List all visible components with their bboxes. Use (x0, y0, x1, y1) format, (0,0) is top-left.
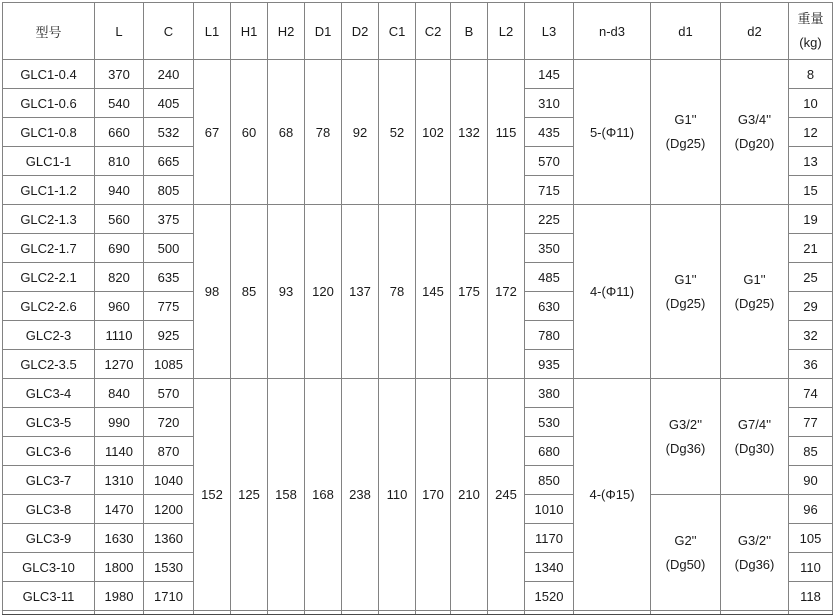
col-header-d1: d1 (651, 3, 721, 60)
shared-H1-cell: 60 (231, 60, 268, 205)
L3-cell: 780 (525, 321, 574, 350)
shared-H2-cell: 93 (268, 205, 305, 379)
L3-cell: 380 (525, 379, 574, 408)
shared-C1-cell: 52 (379, 60, 416, 205)
weight-cell: 13 (789, 147, 833, 176)
L-cell: 840 (95, 379, 144, 408)
L-cell: 1310 (95, 466, 144, 495)
weight-cell: 12 (789, 118, 833, 147)
L3-cell: 435 (525, 118, 574, 147)
model-cell: GLC3-10 (3, 553, 95, 582)
col-header-d2: d2 (721, 3, 789, 60)
L3-cell: 1520 (525, 582, 574, 611)
cropped-stub-row (3, 611, 833, 615)
n-d3-cell: 4-(Φ11) (574, 205, 651, 379)
d2-cell-dg: (Dg30) (734, 440, 775, 456)
L-cell: 1980 (95, 582, 144, 611)
d1-cell-thread: G3/2'' (668, 416, 703, 432)
cropped-stub-cell (231, 611, 268, 615)
model-cell: GLC2-3 (3, 321, 95, 350)
C-cell: 1530 (144, 553, 194, 582)
model-cell: GLC1-1.2 (3, 176, 95, 205)
shared-C2-cell: 102 (416, 60, 451, 205)
L-cell: 1140 (95, 437, 144, 466)
col-header-model: 型号 (3, 3, 95, 60)
C-cell: 1710 (144, 582, 194, 611)
d1-cell-thread: G1'' (674, 112, 697, 128)
weight-cell: 25 (789, 263, 833, 292)
L-cell: 940 (95, 176, 144, 205)
shared-D2-cell: 92 (342, 60, 379, 205)
model-cell: GLC3-6 (3, 437, 95, 466)
model-cell: GLC3-9 (3, 524, 95, 553)
model-cell: GLC3-8 (3, 495, 95, 524)
col-header-D1: D1 (305, 3, 342, 60)
d1-cell-dg: (Dg25) (665, 295, 706, 311)
weight-cell: 90 (789, 466, 833, 495)
col-header-C: C (144, 3, 194, 60)
shared-H1-cell: 85 (231, 205, 268, 379)
shared-B-cell: 175 (451, 205, 488, 379)
d2-cell-dg: (Dg25) (734, 295, 775, 311)
shared-H2-cell: 158 (268, 379, 305, 611)
L-cell: 690 (95, 234, 144, 263)
col-header-D2: D2 (342, 3, 379, 60)
cropped-stub-cell (3, 611, 95, 615)
shared-H1-cell: 125 (231, 379, 268, 611)
model-cell: GLC3-11 (3, 582, 95, 611)
col-header-H1: H1 (231, 3, 268, 60)
L-cell: 960 (95, 292, 144, 321)
cropped-stub-cell (525, 611, 574, 615)
d2-cell-dg: (Dg36) (734, 556, 775, 572)
L3-cell: 485 (525, 263, 574, 292)
cropped-stub-cell (651, 611, 721, 615)
C-cell: 870 (144, 437, 194, 466)
col-header-H2: H2 (268, 3, 305, 60)
L3-cell: 310 (525, 89, 574, 118)
weight-cell: 10 (789, 89, 833, 118)
spec-table-body (3, 60, 833, 615)
C-cell: 405 (144, 89, 194, 118)
d2-cell (721, 495, 789, 611)
L-cell: 540 (95, 89, 144, 118)
cropped-stub-cell (379, 611, 416, 615)
L3-cell: 350 (525, 234, 574, 263)
table-row-GLC1-0.4 (3, 60, 833, 89)
C-cell: 665 (144, 147, 194, 176)
cropped-stub-cell (488, 611, 525, 615)
C-cell: 240 (144, 60, 194, 89)
cropped-stub-cell (95, 611, 144, 615)
d2-cell-thread: G3/2'' (737, 532, 772, 548)
d2-cell (721, 205, 789, 379)
cropped-stub-cell (194, 611, 231, 615)
shared-L1-cell: 98 (194, 205, 231, 379)
weight-cell: 110 (789, 553, 833, 582)
L3-cell: 680 (525, 437, 574, 466)
L-cell: 810 (95, 147, 144, 176)
cropped-stub-cell (305, 611, 342, 615)
cropped-stub-cell (342, 611, 379, 615)
weight-cell: 21 (789, 234, 833, 263)
d1-cell (651, 60, 721, 205)
L3-cell: 1340 (525, 553, 574, 582)
col-header-C1: C1 (379, 3, 416, 60)
L-cell: 990 (95, 408, 144, 437)
shared-C1-cell: 110 (379, 379, 416, 611)
C-cell: 925 (144, 321, 194, 350)
model-cell: GLC1-0.6 (3, 89, 95, 118)
model-cell: GLC1-1 (3, 147, 95, 176)
model-cell: GLC2-2.6 (3, 292, 95, 321)
weight-header-line1: 重量 (797, 11, 824, 27)
n-d3-cell: 5-(Φ11) (574, 60, 651, 205)
model-cell: GLC3-5 (3, 408, 95, 437)
C-cell: 1200 (144, 495, 194, 524)
cropped-stub-cell (416, 611, 451, 615)
L-cell: 820 (95, 263, 144, 292)
L-cell: 1470 (95, 495, 144, 524)
n-d3-cell: 4-(Φ15) (574, 379, 651, 611)
L3-cell: 145 (525, 60, 574, 89)
shared-D2-cell: 238 (342, 379, 379, 611)
d1-cell-thread: G1'' (674, 271, 697, 287)
col-header-L2: L2 (488, 3, 525, 60)
L3-cell: 935 (525, 350, 574, 379)
weight-cell: 118 (789, 582, 833, 611)
col-header-L1: L1 (194, 3, 231, 60)
C-cell: 570 (144, 379, 194, 408)
d2-cell (721, 379, 789, 495)
L3-cell: 1170 (525, 524, 574, 553)
cropped-stub-cell (144, 611, 194, 615)
model-cell: GLC1-0.4 (3, 60, 95, 89)
C-cell: 375 (144, 205, 194, 234)
model-cell: GLC3-4 (3, 379, 95, 408)
col-header-B: B (451, 3, 488, 60)
shared-L1-cell: 67 (194, 60, 231, 205)
d2-cell-thread: G3/4'' (737, 112, 772, 128)
shared-D1-cell: 168 (305, 379, 342, 611)
weight-cell: 85 (789, 437, 833, 466)
model-cell: GLC2-2.1 (3, 263, 95, 292)
weight-cell: 77 (789, 408, 833, 437)
L3-cell: 225 (525, 205, 574, 234)
model-cell: GLC3-7 (3, 466, 95, 495)
L3-cell: 850 (525, 466, 574, 495)
d2-cell-thread: G7/4'' (737, 416, 772, 432)
shared-D2-cell: 137 (342, 205, 379, 379)
d2-cell-dg: (Dg20) (734, 136, 775, 151)
shared-L2-cell: 115 (488, 60, 525, 205)
spec-table-header (3, 3, 833, 60)
L-cell: 1630 (95, 524, 144, 553)
table-row-GLC3-4 (3, 379, 833, 408)
col-header-n-d3: n-d3 (574, 3, 651, 60)
C-cell: 1040 (144, 466, 194, 495)
shared-H2-cell: 68 (268, 60, 305, 205)
col-header-C2: C2 (416, 3, 451, 60)
C-cell: 1085 (144, 350, 194, 379)
shared-C2-cell: 170 (416, 379, 451, 611)
L-cell: 1270 (95, 350, 144, 379)
model-cell: GLC1-0.8 (3, 118, 95, 147)
L-cell: 1110 (95, 321, 144, 350)
cropped-stub-cell (574, 611, 651, 615)
weight-cell: 105 (789, 524, 833, 553)
d1-cell-dg: (Dg50) (665, 556, 706, 572)
weight-cell: 32 (789, 321, 833, 350)
cropped-stub-cell (721, 611, 789, 615)
shared-C2-cell: 145 (416, 205, 451, 379)
weight-cell: 96 (789, 495, 833, 524)
C-cell: 532 (144, 118, 194, 147)
shared-B-cell: 132 (451, 60, 488, 205)
L-cell: 660 (95, 118, 144, 147)
weight-cell: 15 (789, 176, 833, 205)
cropped-stub-cell (451, 611, 488, 615)
col-header-weight (789, 3, 833, 60)
col-header-L: L (95, 3, 144, 60)
d1-cell (651, 495, 721, 611)
L-cell: 370 (95, 60, 144, 89)
C-cell: 805 (144, 176, 194, 205)
model-cell: GLC2-1.3 (3, 205, 95, 234)
weight-cell: 36 (789, 350, 833, 379)
C-cell: 500 (144, 234, 194, 263)
shared-D1-cell: 120 (305, 205, 342, 379)
model-cell: GLC2-1.7 (3, 234, 95, 263)
d1-cell (651, 379, 721, 495)
shared-L1-cell: 152 (194, 379, 231, 611)
col-header-L3: L3 (525, 3, 574, 60)
d1-cell-thread: G2'' (674, 532, 697, 548)
d2-cell-thread: G1'' (743, 271, 766, 287)
weight-header-line2: (kg) (799, 35, 822, 50)
shared-L2-cell: 172 (488, 205, 525, 379)
weight-cell: 29 (789, 292, 833, 321)
C-cell: 635 (144, 263, 194, 292)
L3-cell: 1010 (525, 495, 574, 524)
C-cell: 775 (144, 292, 194, 321)
L-cell: 560 (95, 205, 144, 234)
d1-cell-dg: (Dg36) (665, 440, 706, 456)
C-cell: 1360 (144, 524, 194, 553)
L3-cell: 715 (525, 176, 574, 205)
d1-cell (651, 205, 721, 379)
shared-B-cell: 210 (451, 379, 488, 611)
weight-cell: 74 (789, 379, 833, 408)
L-cell: 1800 (95, 553, 144, 582)
model-cell: GLC2-3.5 (3, 350, 95, 379)
shared-L2-cell: 245 (488, 379, 525, 611)
L3-cell: 530 (525, 408, 574, 437)
L3-cell: 570 (525, 147, 574, 176)
L3-cell: 630 (525, 292, 574, 321)
d2-cell (721, 60, 789, 205)
cropped-stub-cell (268, 611, 305, 615)
header-row (3, 3, 833, 60)
d1-cell-dg: (Dg25) (665, 136, 706, 151)
weight-cell: 8 (789, 60, 833, 89)
C-cell: 720 (144, 408, 194, 437)
shared-C1-cell: 78 (379, 205, 416, 379)
spec-table (2, 2, 833, 615)
cropped-stub-cell (789, 611, 833, 615)
table-row-GLC2-1.3 (3, 205, 833, 234)
shared-D1-cell: 78 (305, 60, 342, 205)
weight-cell: 19 (789, 205, 833, 234)
